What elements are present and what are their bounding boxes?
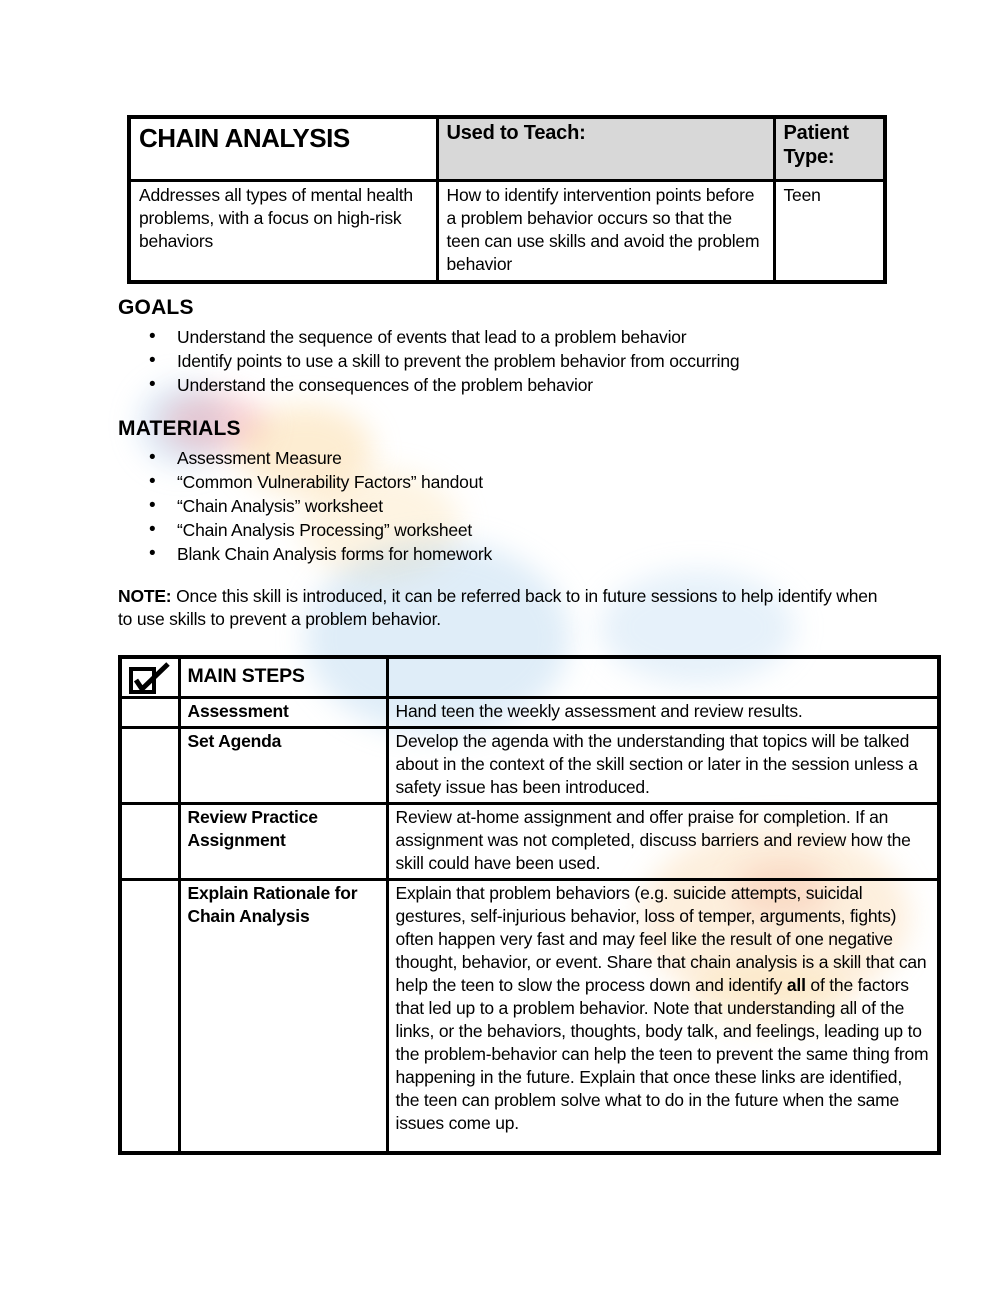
step-name: Review Practice Assignment <box>179 804 387 880</box>
info-table <box>127 115 887 284</box>
goal-item: • Understand the consequences of the problem behavior <box>118 373 918 397</box>
material-item: • “Chain Analysis” worksheet <box>118 494 918 518</box>
patient-type-label: Patient Type: <box>774 117 885 181</box>
note-paragraph <box>118 585 888 631</box>
info-table-body-row <box>129 181 885 283</box>
main-steps-header-row <box>120 657 939 698</box>
step-description-text: Explain that problem behaviors (e.g. suicide attempts, suicidal gestures, self-injurious behavior, loss of temper, arguments, fights) often happen very fast and may feel like the result of one negative thought, behavior, or event. Share that chain analysis is a skill that can help the teen to slow the process down and identify <box>395 883 927 995</box>
checkbox-cell-empty <box>120 804 179 880</box>
main-steps-header-empty-cell <box>387 657 939 698</box>
goals-heading: GOALS <box>118 296 194 319</box>
goal-item: • Understand the sequence of events that lead to a problem behavior <box>118 325 918 349</box>
material-item: • “Chain Analysis Processing” worksheet <box>118 518 918 542</box>
step-description: Hand teen the weekly assessment and review results. <box>387 698 939 728</box>
info-table-header-row <box>129 117 885 181</box>
info-used-to-teach: How to identify intervention points before a problem behavior occurs so that the teen can use skills and avoid the problem behavior <box>437 181 774 283</box>
page-title: CHAIN ANALYSIS <box>129 117 437 181</box>
step-description-bold-word: all <box>786 975 806 995</box>
step-description <box>387 880 939 1154</box>
step-row-review-practice-assignment <box>120 804 939 880</box>
info-description: Addresses all types of mental health problems, with a focus on high-risk behaviors <box>129 181 437 283</box>
step-row-set-agenda <box>120 728 939 804</box>
main-steps-heading: MAIN STEPS <box>187 665 305 687</box>
material-item: • Blank Chain Analysis forms for homework <box>118 542 918 566</box>
step-row-assessment <box>120 698 939 728</box>
materials-list <box>118 446 918 566</box>
step-description-text: of the factors that led up to a problem behavior. Note that understanding all of the links, or the behaviors, thoughts, body talk, and feelings, leading up to the problem-behavior can help the teen to prevent the same thing from happening in the future. Explain that once these links are identified, the teen can problem solve what to do in the future when the same issues come up. <box>395 975 929 1133</box>
checkbox-cell <box>120 657 179 698</box>
checkbox-cell-empty <box>120 880 179 1154</box>
step-description: Develop the agenda with the understanding that topics will be talked about in the context of the skill section or later in the session unless a safety issue has been introduced. <box>387 728 939 804</box>
materials-heading: MATERIALS <box>118 417 241 440</box>
checkbox-cell-empty <box>120 728 179 804</box>
main-steps-table <box>118 655 941 1155</box>
note-label: NOTE: <box>118 586 172 606</box>
goals-list <box>118 325 918 397</box>
step-name: Assessment <box>179 698 387 728</box>
step-description: Review at-home assignment and offer praise for completion. If an assignment was not completed, discuss barriers and review how the skill could have been used. <box>387 804 939 880</box>
step-row-explain-rationale <box>120 880 939 1154</box>
used-to-teach-label: Used to Teach: <box>437 117 774 181</box>
step-name: Set Agenda <box>179 728 387 804</box>
info-patient-type: Teen <box>774 181 885 283</box>
checkbox-cell-empty <box>120 698 179 728</box>
checked-checkbox-icon <box>128 662 174 695</box>
material-item: • “Common Vulnerability Factors” handout <box>118 470 918 494</box>
goal-item: • Identify points to use a skill to prevent the problem behavior from occurring <box>118 349 918 373</box>
material-item: • Assessment Measure <box>118 446 918 470</box>
step-name: Explain Rationale for Chain Analysis <box>179 880 387 1154</box>
note-text: Once this skill is introduced, it can be referred back to in future sessions to help identify when to use skills to prevent a problem behavior. <box>118 586 878 629</box>
